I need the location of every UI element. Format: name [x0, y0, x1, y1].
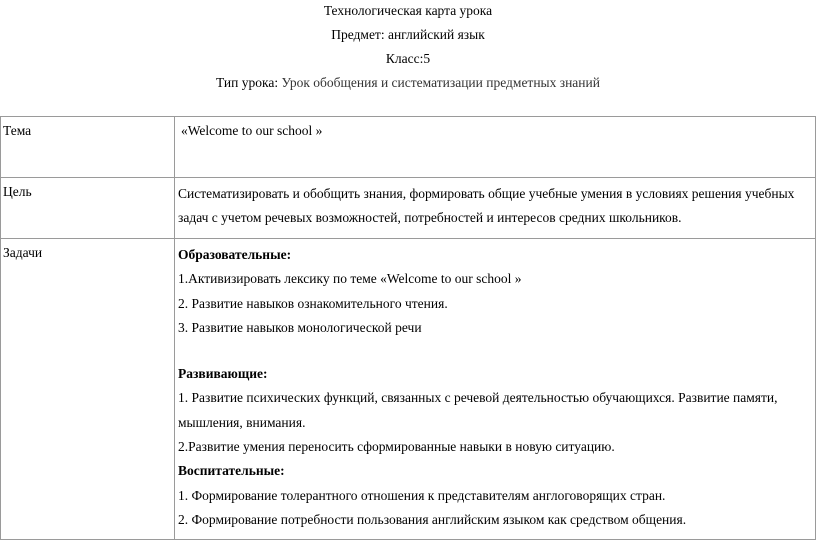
upbringing-item-2: 2. Формирование потребности пользования английским языком как средством общения.	[178, 511, 687, 527]
lesson-type-label: Тип урока:	[216, 75, 279, 90]
developing-item-1: 1. Развитие психических функций, связанных с речевой деятельностью обучающихся. Развитие памяти,	[178, 390, 778, 406]
blank-line	[178, 340, 815, 362]
table-row-tema	[1, 117, 816, 178]
document-title: Технологическая карта урока	[323, 3, 493, 18]
tsel-key-cell	[1, 178, 175, 239]
upbringing-heading: Воспитательные:	[178, 463, 285, 479]
educational-item-2: 2. Развитие навыков ознакомительного чтения.	[178, 295, 448, 311]
developing-heading: Развивающие:	[178, 366, 268, 382]
zadachi-value-cell	[175, 239, 816, 540]
developing-item-1-cont: мышления, внимания.	[178, 414, 306, 430]
subject-line: Предмет: английский язык	[331, 27, 485, 42]
zadachi-key-cell	[1, 239, 175, 540]
tsel-key: Цель	[3, 184, 32, 199]
educational-heading: Образовательные:	[178, 247, 292, 262]
educational-item-3: 3. Развитие навыков монологической речи	[178, 319, 422, 335]
tsel-line-2: задач с учетом речевых возможностей, потребностей и интересов средних школьников.	[178, 210, 682, 225]
table-row-tsel	[1, 178, 816, 239]
tsel-value-cell	[175, 178, 816, 239]
zadachi-key: Задачи	[3, 245, 43, 260]
upbringing-item-1: 1. Формирование толерантного отношения к представителям англоговорящих стран.	[178, 487, 666, 503]
developing-item-2: 2.Развитие умения переносить сформированные навыки в новую ситуацию.	[178, 439, 615, 455]
lesson-type-line	[0, 75, 816, 91]
lesson-plan-table	[0, 116, 816, 540]
lesson-type-value: Урок обобщения и систематизации предметных знаний	[278, 75, 600, 90]
educational-item-1: 1.Активизировать лексику по теме «Welcome to our school »	[178, 271, 522, 287]
grade-line: Класс:5	[385, 51, 431, 66]
tema-key: Тема	[3, 123, 32, 138]
table-row-zadachi	[1, 239, 816, 540]
tema-value: «Welcome to our school »	[181, 123, 323, 138]
tsel-line-1: Систематизировать и обобщить знания, формировать общие учебные умения в условиях решения учебных	[178, 186, 795, 201]
tema-key-cell	[1, 117, 175, 178]
tema-value-cell	[175, 117, 816, 178]
